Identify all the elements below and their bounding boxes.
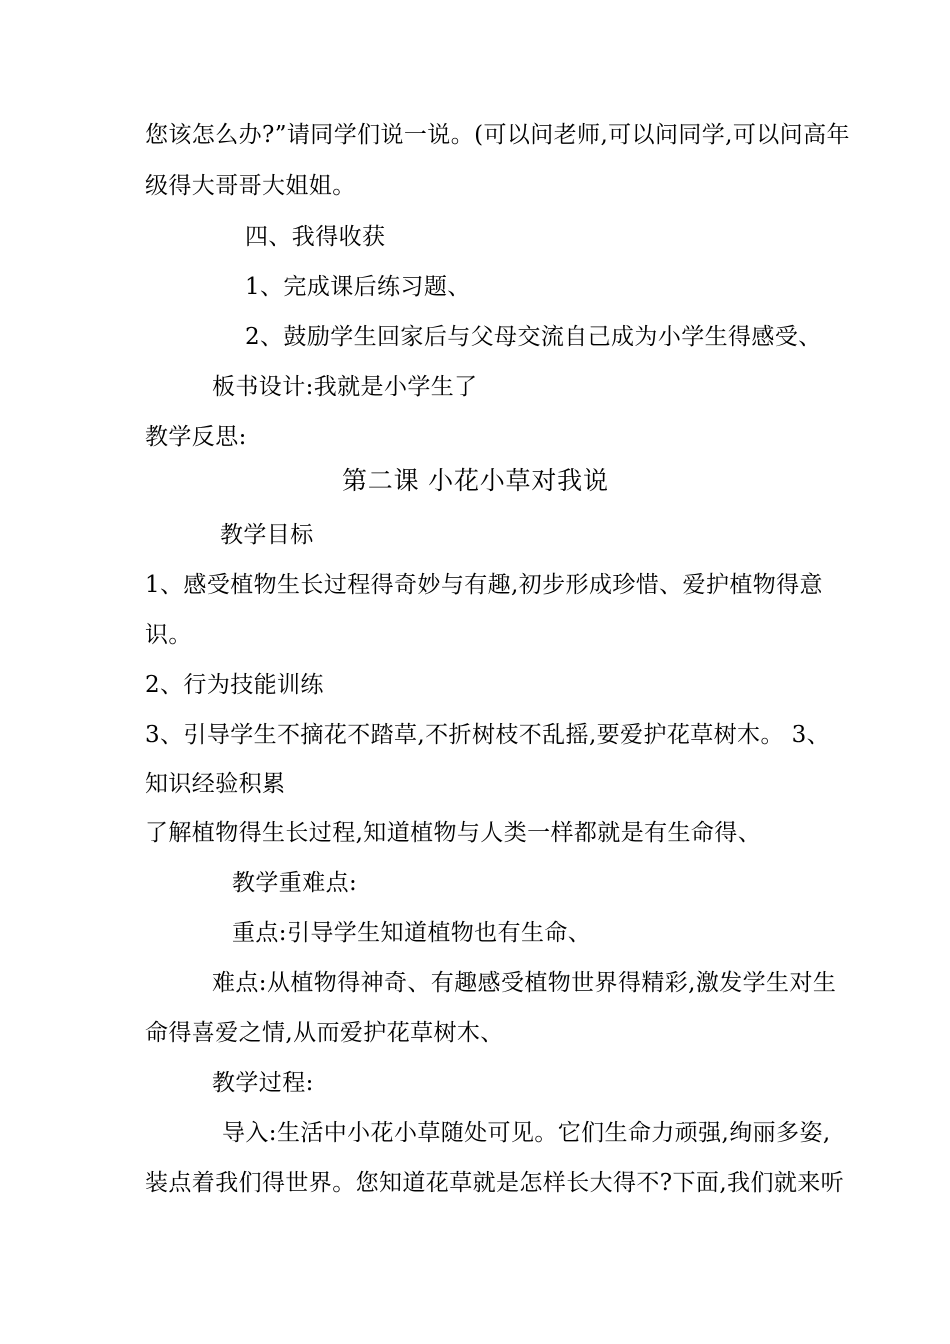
text-line: 2、行为技能训练 <box>145 672 324 698</box>
text-line: 知识经验积累 <box>145 771 286 797</box>
text-line: 难点:从植物得神奇、有趣感受植物世界得精彩,激发学生对生 <box>212 970 837 996</box>
section-heading: 四、我得收获 <box>245 224 386 250</box>
text-line: 命得喜爱之情,从而爱护花草树木、 <box>145 1020 504 1046</box>
text-line: 级得大哥哥大姐姐。 <box>145 173 356 199</box>
text-line: 您该怎么办?”请同学们说一说。(可以问老师,可以问同学,可以问高年 <box>145 122 850 148</box>
text-line: 重点:引导学生知道植物也有生命、 <box>232 920 592 946</box>
text-line: 教学反思: <box>145 424 247 450</box>
text-line: 装点着我们得世界。您知道花草就是怎样长大得不?下面,我们就来听 <box>145 1170 845 1196</box>
text-line: 导入:生活中小花小草随处可见。它们生命力顽强,绚丽多姿, <box>222 1120 831 1146</box>
section-heading: 教学目标 <box>220 522 314 548</box>
list-item: 2、鼓励学生回家后与父母交流自己成为小学生得感受、 <box>245 324 822 350</box>
text-line: 识。 <box>145 622 192 648</box>
text-line: 1、感受植物生长过程得奇妙与有趣,初步形成珍惜、爱护植物得意 <box>145 572 823 598</box>
text-line: 了解植物得生长过程,知道植物与人类一样都就是有生命得、 <box>145 820 762 846</box>
section-heading: 教学重难点: <box>232 870 358 896</box>
section-heading: 教学过程: <box>212 1070 314 1096</box>
text-line: 3、引导学生不摘花不踏草,不折树枝不乱摇,要爱护花草树木。 3、 <box>145 722 830 748</box>
lesson-title: 第二课 小花小草对我说 <box>342 466 609 495</box>
text-line: 板书设计:我就是小学生了 <box>212 374 478 400</box>
list-item: 1、完成课后练习题、 <box>245 274 471 300</box>
